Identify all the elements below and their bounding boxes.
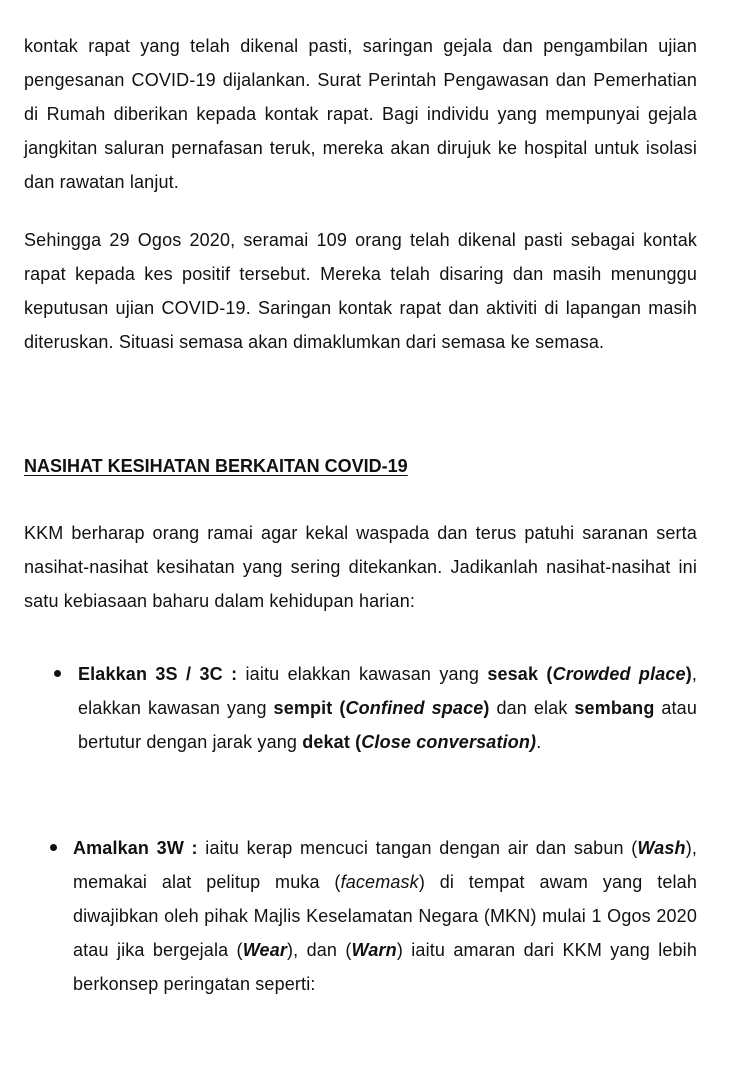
paren: )	[685, 664, 692, 684]
bullet-text: iaitu kerap mencuci tangan dengan air dan sabun (	[197, 838, 638, 858]
bullet-text: ), dan (	[287, 940, 352, 960]
english-term: Crowded place	[552, 664, 686, 684]
bullet-item-3s-3c	[78, 657, 697, 759]
paragraph-close-contacts-count: Sehingga 29 Ogos 2020, seramai 109 orang telah dikenal pasti sebagai kontak rapat kepada kes positif tersebut. Mereka telah disaring dan masih menunggu keputusan ujian COVID-19. Saringan kontak rapat dan aktiviti di lapangan masih diteruskan. Situasi semasa akan dimaklumkan dari semasa ke semasa.	[24, 230, 697, 352]
keyword: sempit	[273, 698, 333, 718]
paren: (	[332, 698, 346, 718]
bullet-dot-icon	[50, 844, 57, 851]
paren: )	[483, 698, 490, 718]
bullet-title: Amalkan 3W :	[73, 838, 198, 858]
bullet-text: .	[536, 732, 542, 752]
english-term: Confined space	[345, 698, 484, 718]
english-term: facemask	[340, 872, 419, 892]
section-heading: NASIHAT KESIHATAN BERKAITAN COVID-19	[24, 456, 408, 476]
english-term: Close conversation)	[361, 732, 537, 752]
bullet-text: ), memakai alat pelitup muka (	[73, 838, 697, 892]
paren: (	[538, 664, 553, 684]
bullet-title: Elakkan 3S / 3C :	[78, 664, 238, 684]
bullet-text: ) iaitu amaran dari KKM yang lebih berkonsep peringatan seperti:	[73, 940, 697, 994]
bullet-item-3w	[73, 831, 697, 1001]
paragraph-advice-intro: KKM berharap orang ramai agar kekal waspada dan terus patuhi saranan serta nasihat-nasihat kesihatan yang sering ditekankan. Jadikanlah nasihat-nasihat ini satu kebiasaan baharu dalam kehidupan harian:	[24, 523, 697, 611]
keyword: sembang	[574, 698, 655, 718]
bullet-text: dan elak	[489, 698, 575, 718]
bullet-text: iaitu elakkan kawasan yang	[237, 664, 488, 684]
paragraph-contact-screening: kontak rapat yang telah dikenal pasti, saringan gejala dan pengambilan ujian pengesanan COVID-19 dijalankan. Surat Perintah Pengawasan dan Pemerhatian di Rumah diberikan kepada kontak rapat. Bagi individu yang mempunyai gejala jangkitan saluran pernafasan teruk, mereka akan dirujuk ke hospital untuk isolasi dan rawatan lanjut.	[24, 36, 697, 192]
english-term: Wear	[242, 940, 288, 960]
bullet-text: ) di tempat awam yang telah diwajibkan oleh pihak Majlis Keselamatan Negara (MKN) mulai 1 Ogos 2020 atau jika bergejala (	[73, 872, 697, 960]
bullet-text: , elakkan kawasan yang	[78, 664, 698, 718]
bullet-dot-icon	[54, 670, 61, 677]
paren: (	[349, 732, 362, 752]
english-term: Wash	[637, 838, 686, 858]
english-term: Warn	[351, 940, 397, 960]
keyword: sesak	[487, 664, 539, 684]
bullet-text: atau bertutur dengan jarak yang	[78, 698, 698, 752]
keyword: dekat	[302, 732, 350, 752]
